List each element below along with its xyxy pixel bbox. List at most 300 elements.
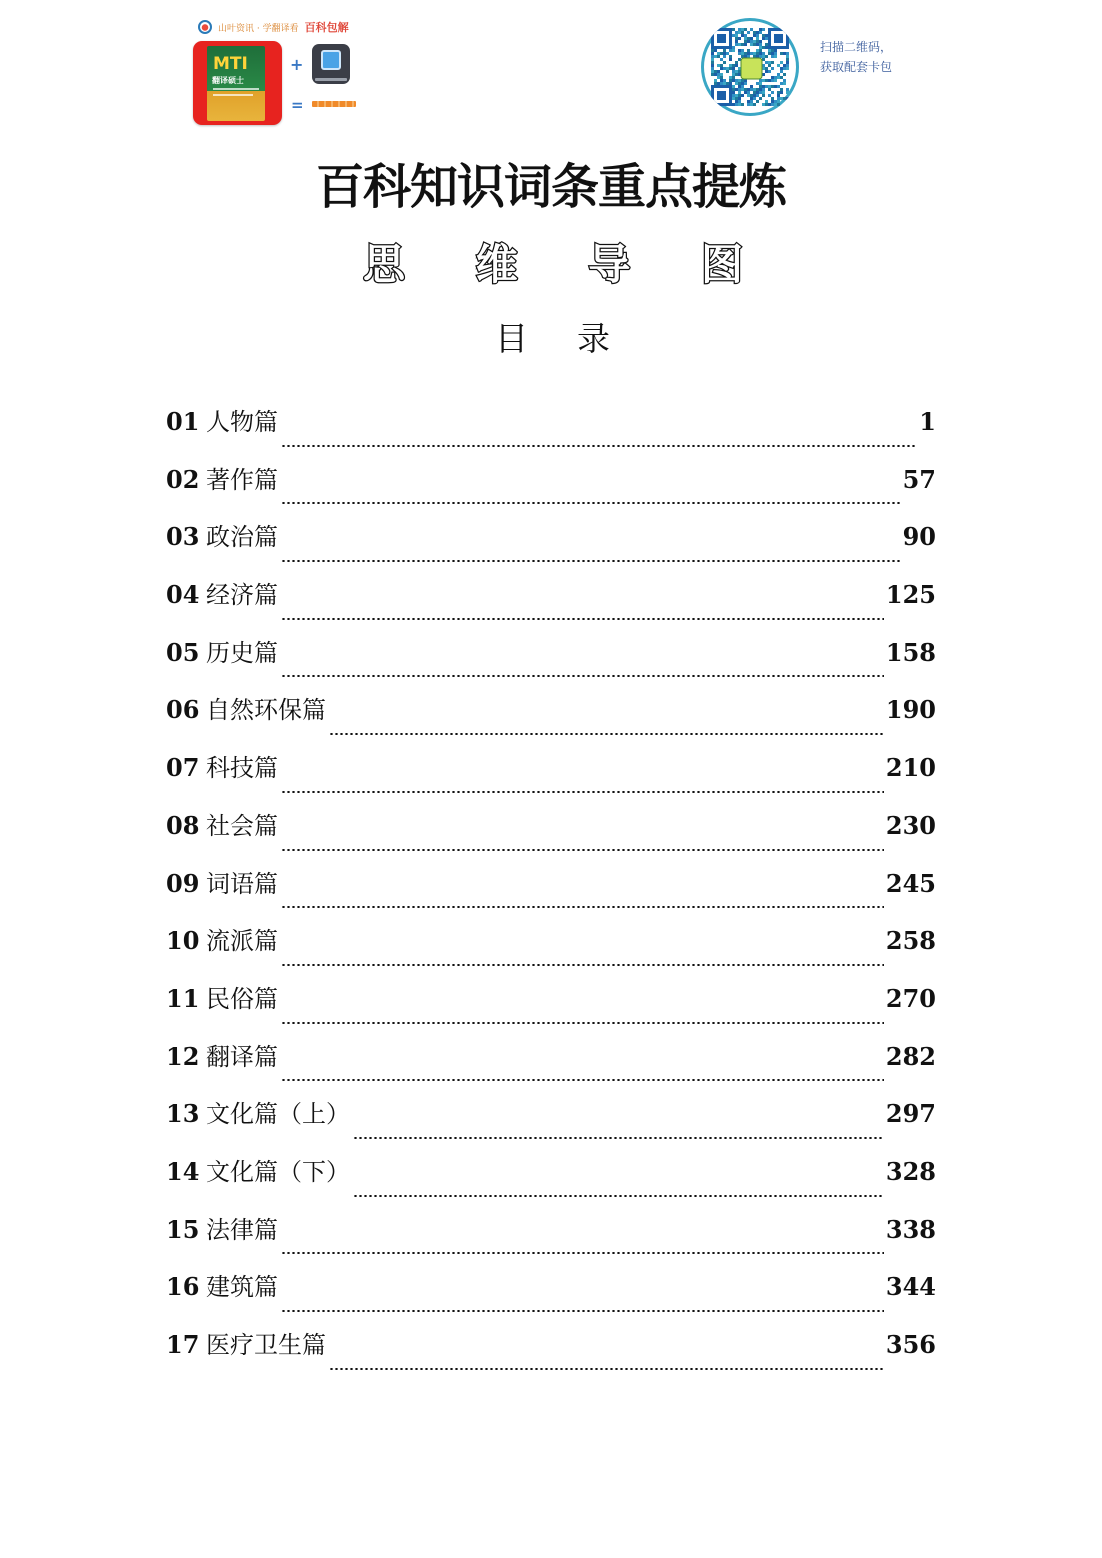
qr-module <box>747 40 750 43</box>
toc-dot-leader <box>329 733 884 735</box>
qr-module <box>717 70 720 73</box>
qr-module <box>750 28 753 31</box>
qr-module <box>741 94 744 97</box>
toc-heading <box>495 313 610 360</box>
toc-entry-number: 07 <box>166 753 200 783</box>
qr-module <box>759 46 762 49</box>
qr-module <box>771 91 774 94</box>
qr-module <box>738 82 741 85</box>
qr-module <box>768 85 771 88</box>
qr-module <box>786 67 789 70</box>
card-app-label <box>315 78 347 81</box>
qr-module <box>774 55 777 58</box>
qr-module <box>711 70 714 73</box>
qr-module <box>786 52 789 55</box>
qr-module <box>732 34 735 37</box>
toc-entry[interactable] <box>166 1037 936 1095</box>
qr-module <box>750 40 753 43</box>
qr-module <box>723 67 726 70</box>
qr-module <box>759 97 762 100</box>
toc-entry-title: 流派篇 <box>206 927 278 956</box>
qr-module <box>735 82 738 85</box>
qr-module <box>768 64 771 67</box>
qr-module <box>711 52 714 55</box>
toc-entry[interactable] <box>166 460 936 518</box>
toc-entry[interactable] <box>166 402 936 460</box>
toc-entry-title: 民俗篇 <box>206 984 278 1013</box>
qr-module <box>759 49 762 52</box>
qr-module <box>735 73 738 76</box>
qr-module <box>774 85 777 88</box>
qr-module <box>765 34 768 37</box>
subtitle-char: 图 <box>700 240 743 289</box>
toc-entry[interactable] <box>166 1210 936 1268</box>
qr-module <box>735 88 738 91</box>
plus-sign: + <box>290 55 304 74</box>
toc-entry[interactable] <box>166 864 936 922</box>
toc-entry[interactable] <box>166 633 936 691</box>
qr-module <box>753 34 756 37</box>
qr-module <box>771 49 774 52</box>
qr-module <box>777 73 780 76</box>
qr-module <box>735 37 738 40</box>
qr-module <box>756 100 759 103</box>
subtitle <box>360 238 746 288</box>
qr-module <box>759 85 762 88</box>
qr-module <box>744 52 747 55</box>
qr-module <box>765 100 768 103</box>
book-cover-line <box>213 94 253 96</box>
qr-module <box>771 79 774 82</box>
qr-module <box>717 76 720 79</box>
toc-entry-title: 社会篇 <box>206 811 278 840</box>
qr-module <box>756 88 759 91</box>
qr-module <box>747 49 750 52</box>
qr-module <box>720 64 723 67</box>
qr-module <box>786 55 789 58</box>
qr-module <box>762 103 765 106</box>
toc-entry-page: 258 <box>885 926 936 956</box>
qr-module <box>741 85 744 88</box>
toc-entry[interactable] <box>166 1152 936 1210</box>
qr-module <box>714 82 717 85</box>
qr-module <box>741 49 744 52</box>
qr-module <box>783 52 786 55</box>
toc-dot-leader <box>281 445 917 447</box>
qr-module <box>732 88 735 91</box>
qr-module <box>732 70 735 73</box>
toc-heading-char: 录 <box>577 319 610 358</box>
qr-module <box>753 40 756 43</box>
qr-module <box>714 73 717 76</box>
qr-module <box>774 79 777 82</box>
qr-module <box>750 100 753 103</box>
qr-module <box>738 37 741 40</box>
qr-module <box>735 97 738 100</box>
qr-module <box>738 103 741 106</box>
qr-module <box>750 103 753 106</box>
qr-module <box>762 28 765 31</box>
qr-module <box>738 79 741 82</box>
qr-module <box>756 82 759 85</box>
qr-module <box>780 82 783 85</box>
qr-module <box>780 61 783 64</box>
toc-entry-page: 1 <box>919 407 936 436</box>
toc-dot-leader <box>281 1079 884 1081</box>
toc-dot-leader <box>353 1195 884 1197</box>
qr-module <box>786 61 789 64</box>
qr-module <box>768 49 771 52</box>
toc-entry-number: 16 <box>166 1272 200 1302</box>
qr-module <box>735 94 738 97</box>
qr-module <box>750 43 753 46</box>
qr-module <box>738 28 741 31</box>
qr-module <box>756 49 759 52</box>
promo-result-strip <box>312 101 356 107</box>
qr-module <box>735 64 738 67</box>
qr-module <box>759 43 762 46</box>
qr-module <box>741 28 744 31</box>
qr-module <box>714 49 717 52</box>
toc-entry-page: 57 <box>902 464 936 494</box>
qr-module <box>714 79 717 82</box>
qr-module <box>765 43 768 46</box>
qr-module <box>744 43 747 46</box>
qr-module <box>741 31 744 34</box>
subtitle-char: 思 <box>362 240 405 289</box>
qr-module <box>741 52 744 55</box>
qr-module <box>738 85 741 88</box>
qr-module <box>756 52 759 55</box>
toc-entry[interactable] <box>166 1267 936 1325</box>
toc-list <box>166 402 936 1383</box>
qr-module <box>747 52 750 55</box>
qr-module <box>756 43 759 46</box>
toc-entry-page: 125 <box>885 580 936 610</box>
qr-module <box>723 55 726 58</box>
toc-dot-leader <box>281 906 884 908</box>
toc-entry[interactable] <box>166 1325 936 1383</box>
qr-module <box>783 73 786 76</box>
toc-entry-page: 245 <box>885 868 936 898</box>
toc-entry-title: 医疗卫生篇 <box>206 1331 326 1359</box>
toc-dot-leader <box>281 618 884 620</box>
book-cover-line <box>213 88 259 90</box>
qr-module <box>759 82 762 85</box>
promo-tagline-accent: 百科包解 <box>304 21 349 34</box>
qr-module <box>762 79 765 82</box>
toc-dot-leader <box>281 560 901 562</box>
qr-module <box>732 49 735 52</box>
toc-entry-number: 12 <box>166 1041 200 1071</box>
toc-entry-title: 建筑篇 <box>206 1273 278 1302</box>
qr-module <box>729 79 732 82</box>
qr-module <box>759 88 762 91</box>
qr-module <box>723 61 726 64</box>
toc-entry-title: 科技篇 <box>206 754 278 783</box>
qr-module <box>759 52 762 55</box>
qr-module <box>744 88 747 91</box>
card-app-icon <box>321 50 341 70</box>
qr-module <box>711 49 714 52</box>
qr-module <box>738 100 741 103</box>
qr-module <box>780 52 783 55</box>
qr-code[interactable] <box>701 18 799 116</box>
qr-module <box>786 91 789 94</box>
toc-entry-page: 297 <box>885 1099 936 1129</box>
qr-module <box>780 91 783 94</box>
qr-module <box>777 76 780 79</box>
subtitle-char: 导 <box>588 240 631 289</box>
qr-module <box>777 85 780 88</box>
toc-entry-number: 08 <box>166 810 200 840</box>
toc-entry[interactable] <box>166 979 936 1037</box>
qr-module <box>753 91 756 94</box>
qr-module <box>726 82 729 85</box>
qr-module <box>735 100 738 103</box>
qr-module <box>777 91 780 94</box>
qr-module <box>750 37 753 40</box>
qr-module <box>747 100 750 103</box>
toc-dot-leader <box>353 1137 884 1139</box>
toc-entry-page: 282 <box>885 1041 936 1071</box>
qr-module <box>768 52 771 55</box>
qr-module <box>738 97 741 100</box>
qr-module <box>720 52 723 55</box>
qr-module <box>732 103 735 106</box>
qr-module <box>765 55 768 58</box>
qr-module <box>753 103 756 106</box>
qr-module <box>738 52 741 55</box>
qr-module <box>726 52 729 55</box>
qr-module <box>750 85 753 88</box>
toc-dot-leader <box>281 502 901 504</box>
toc-entry[interactable] <box>166 806 936 864</box>
toc-entry-number: 02 <box>166 464 200 494</box>
qr-module <box>723 82 726 85</box>
qr-module <box>717 55 720 58</box>
qr-module <box>714 70 717 73</box>
qr-module <box>762 88 765 91</box>
qr-module <box>738 94 741 97</box>
qr-module <box>735 43 738 46</box>
qr-caption-line2: 获取配套卡包 <box>820 60 893 74</box>
qr-module <box>768 70 771 73</box>
qr-module <box>747 91 750 94</box>
qr-module <box>756 34 759 37</box>
qr-module <box>729 64 732 67</box>
qr-module <box>735 61 738 64</box>
qr-module <box>738 43 741 46</box>
qr-module <box>732 67 735 70</box>
qr-module <box>771 97 774 100</box>
qr-module <box>771 100 774 103</box>
qr-module <box>720 79 723 82</box>
qr-module <box>717 52 720 55</box>
qr-module <box>762 52 765 55</box>
qr-module <box>768 103 771 106</box>
toc-entry-page: 158 <box>885 637 936 667</box>
qr-module <box>732 85 735 88</box>
qr-module <box>732 64 735 67</box>
qr-module <box>762 55 765 58</box>
toc-entry-number: 03 <box>166 522 200 552</box>
qr-module <box>735 70 738 73</box>
qr-module <box>741 34 744 37</box>
qr-caption-line1: 扫描二维码， <box>820 40 893 54</box>
qr-module <box>732 73 735 76</box>
qr-module <box>750 88 753 91</box>
qr-module <box>732 28 735 31</box>
qr-module <box>765 85 768 88</box>
qr-finder <box>717 34 726 43</box>
qr-module <box>780 97 783 100</box>
qr-module <box>741 82 744 85</box>
page-title: 百科知识词条重点提炼 <box>315 159 786 215</box>
qr-module <box>711 58 714 61</box>
qr-module <box>780 88 783 91</box>
toc-entry-page: 328 <box>885 1156 936 1186</box>
toc-entry[interactable] <box>166 748 936 806</box>
qr-module <box>774 76 777 79</box>
book-app-tile[interactable] <box>193 41 282 125</box>
toc-entry[interactable] <box>166 575 936 633</box>
qr-module <box>783 97 786 100</box>
toc-entry[interactable] <box>166 690 936 748</box>
qr-module <box>786 64 789 67</box>
qr-module <box>780 76 783 79</box>
qr-module <box>762 85 765 88</box>
qr-module <box>717 73 720 76</box>
qr-module <box>711 55 714 58</box>
qr-module <box>723 49 726 52</box>
qr-module <box>711 61 714 64</box>
qr-module <box>777 100 780 103</box>
toc-dot-leader <box>329 1368 884 1370</box>
toc-entry-page: 190 <box>885 695 936 725</box>
qr-module <box>723 79 726 82</box>
qr-module <box>732 46 735 49</box>
toc-entry-number: 05 <box>166 637 200 667</box>
qr-module <box>720 67 723 70</box>
qr-module <box>777 103 780 106</box>
toc-entry-number: 04 <box>166 580 200 610</box>
qr-module <box>726 67 729 70</box>
toc-entry-title: 文化篇（上） <box>206 1100 350 1129</box>
qr-module <box>753 88 756 91</box>
qr-module <box>750 97 753 100</box>
qr-module <box>741 43 744 46</box>
toc-dot-leader <box>281 849 884 851</box>
qr-center-badge <box>741 58 762 79</box>
qr-module <box>750 52 753 55</box>
toc-entry[interactable] <box>166 921 936 979</box>
toc-dot-leader <box>281 675 884 677</box>
qr-module <box>771 67 774 70</box>
qr-module <box>747 88 750 91</box>
qr-module <box>720 82 723 85</box>
toc-entry-number: 17 <box>166 1330 200 1359</box>
qr-module <box>711 73 714 76</box>
qr-module <box>762 37 765 40</box>
toc-entry-title: 翻译篇 <box>206 1042 278 1071</box>
qr-caption <box>820 37 892 77</box>
toc-dot-leader <box>281 1022 884 1024</box>
equals-sign: = <box>291 96 304 114</box>
qr-module <box>783 67 786 70</box>
qr-module <box>765 67 768 70</box>
toc-dot-leader <box>281 1310 884 1312</box>
qr-module <box>726 70 729 73</box>
toc-dot-leader <box>281 964 884 966</box>
qr-module <box>765 79 768 82</box>
qr-module <box>744 40 747 43</box>
qr-module <box>735 40 738 43</box>
qr-module <box>735 34 738 37</box>
qr-module <box>774 100 777 103</box>
toc-entry-number: 09 <box>166 868 200 898</box>
qr-module <box>729 82 732 85</box>
card-app-tile[interactable] <box>312 44 350 84</box>
qr-module <box>759 31 762 34</box>
qr-module <box>732 94 735 97</box>
qr-module <box>717 64 720 67</box>
toc-entry-title: 文化篇（下） <box>206 1157 350 1186</box>
qr-module <box>786 58 789 61</box>
qr-module <box>735 31 738 34</box>
qr-module <box>744 34 747 37</box>
qr-module <box>774 103 777 106</box>
toc-entry-number: 06 <box>166 695 200 725</box>
qr-module <box>771 55 774 58</box>
qr-module <box>741 103 744 106</box>
qr-module <box>765 70 768 73</box>
qr-module <box>735 79 738 82</box>
toc-entry-page: 356 <box>885 1330 936 1359</box>
qr-module <box>738 49 741 52</box>
qr-module <box>720 76 723 79</box>
qr-module <box>744 37 747 40</box>
qr-module <box>771 52 774 55</box>
qr-module <box>777 94 780 97</box>
toc-entry-number: 13 <box>166 1099 200 1129</box>
toc-entry[interactable] <box>166 1094 936 1152</box>
qr-module <box>783 82 786 85</box>
qr-module <box>747 94 750 97</box>
toc-entry-number: 14 <box>166 1156 200 1186</box>
qr-module <box>711 64 714 67</box>
toc-entry-number: 10 <box>166 926 200 956</box>
toc-dot-leader <box>281 791 884 793</box>
qr-module <box>771 103 774 106</box>
qr-module <box>786 97 789 100</box>
toc-entry-page: 270 <box>885 983 936 1013</box>
qr-module <box>783 79 786 82</box>
toc-entry-number: 11 <box>166 983 200 1013</box>
toc-entry-title: 人物篇 <box>206 408 278 436</box>
qr-module <box>729 76 732 79</box>
toc-entry-page: 230 <box>885 810 936 840</box>
book-cover-subtitle: 翻译硕士 <box>212 76 244 85</box>
qr-module <box>732 97 735 100</box>
toc-entry[interactable] <box>166 517 936 575</box>
toc-entry-page: 210 <box>885 753 936 783</box>
qr-module <box>771 85 774 88</box>
qr-module <box>720 73 723 76</box>
qr-module <box>768 79 771 82</box>
qr-module <box>744 91 747 94</box>
qr-module <box>741 88 744 91</box>
